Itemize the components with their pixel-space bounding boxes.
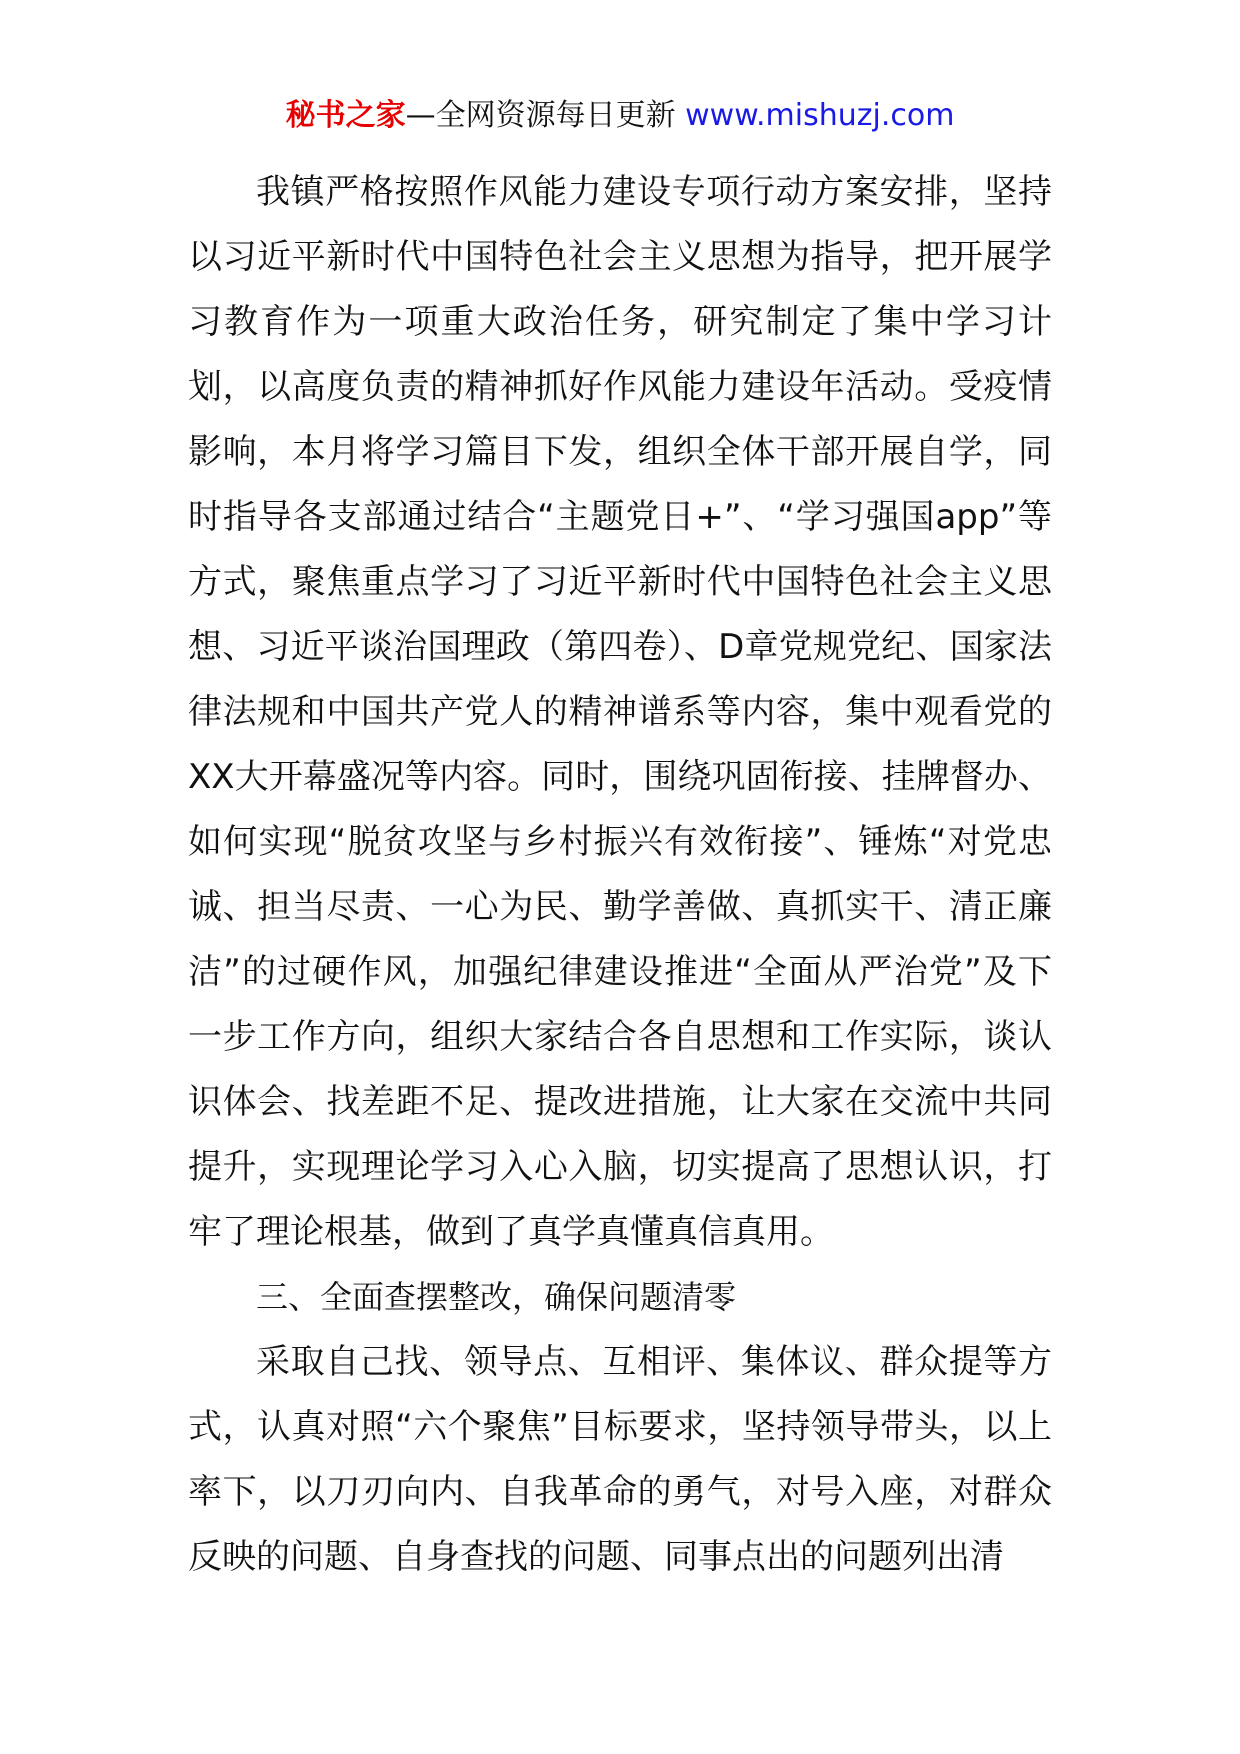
section-heading: 三、全面查摆整改，确保问题清零: [256, 1278, 737, 1316]
document-body: [188, 160, 1052, 1590]
body-paragraph: 采取自己找、领导点、互相评、集体议、群众提等方式，认真对照“六个聚焦”目标要求，坚持领导带头，以上率下，以刀刃向内、自我革命的勇气，对号入座，对群众反映的问题、自身查找的问题、同事点出的问题列出清: [188, 1342, 1052, 1577]
site-header: [0, 96, 1240, 136]
site-tagline: —全网资源每日更新: [405, 98, 676, 133]
site-url-link[interactable]: www.mishuzj.com: [685, 98, 955, 133]
site-brand: 秘书之家: [285, 98, 406, 133]
body-paragraph: 我镇严格按照作风能力建设专项行动方案安排，坚持以习近平新时代中国特色社会主义思想为指导，把开展学习教育作为一项重大政治任务，研究制定了集中学习计划，以高度负责的精神抓好作风能力建设年活动。受疫情影响，本月将学习篇目下发，组织全体干部开展自学，同时指导各支部通过结合“主题党日+”、“学习强国app”等方式，聚焦重点学习了习近平新时代中国特色社会主义思想、习近平谈治国理政（第四卷）、D章党规党纪、国家法律法规和中国共产党人的精神谱系等内容，集中观看党的XX大开幕盛况等内容。同时，围绕巩固衔接、挂牌督办、如何实现“脱贫攻坚与乡村振兴有效衔接”、锤炼“对党忠诚、担当尽责、一心为民、勤学善做、真抓实干、清正廉洁”的过硬作风，加强纪律建设推进“全面从严治党”及下一步工作方向，组织大家结合各自思想和工作实际，谈认识体会、找差距不足、提改进措施，让大家在交流中共同提升，实现理论学习入心入脑，切实提高了思想认识，打牢了理论根基，做到了真学真懂真信真用。: [188, 172, 1052, 1252]
